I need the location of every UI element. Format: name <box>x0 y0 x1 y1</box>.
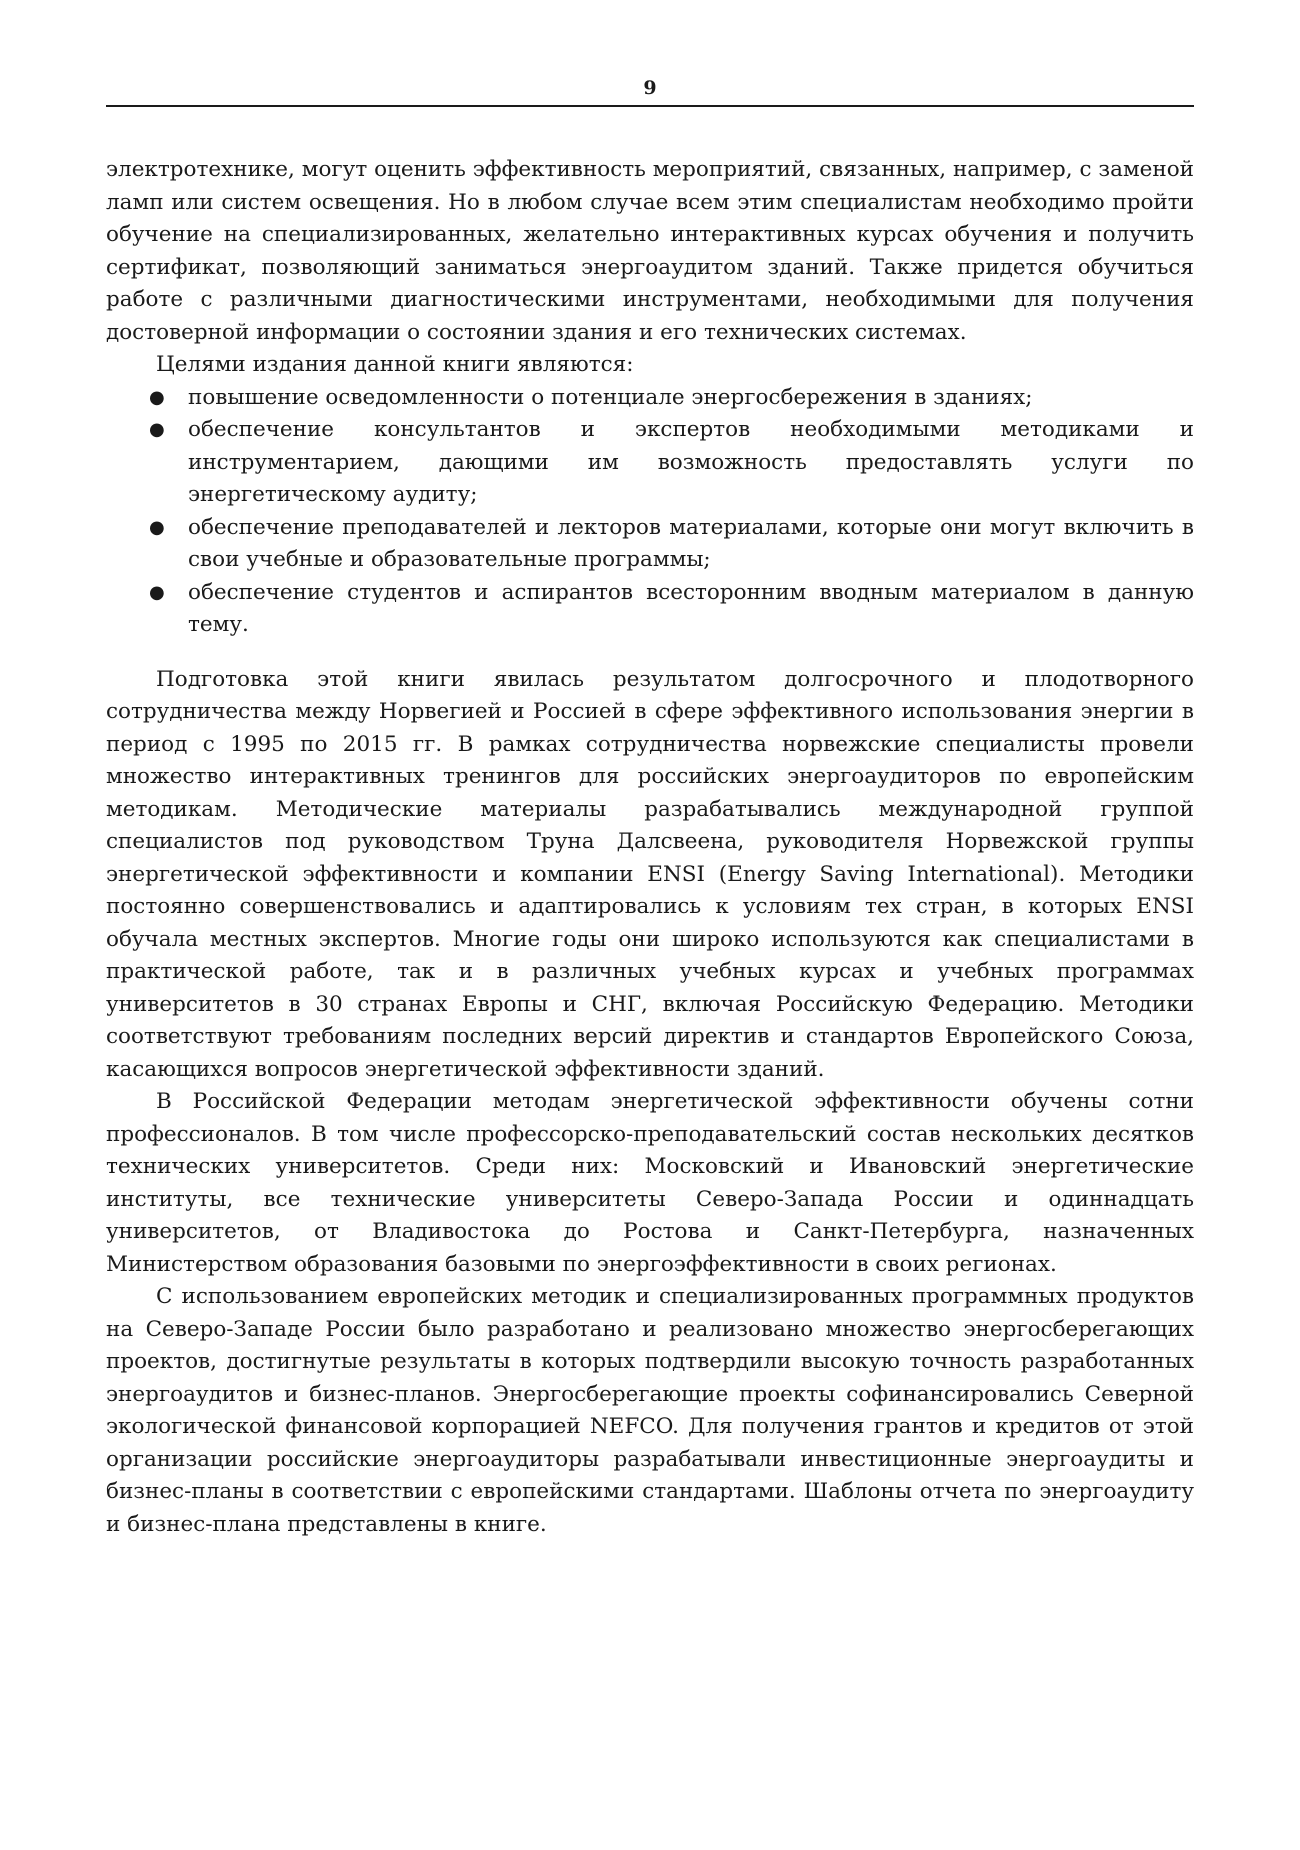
list-item <box>106 512 1194 577</box>
list-item-text: обеспечение студентов и аспирантов всесторонним вводным материалом в данную тему. <box>188 579 1194 637</box>
list-item <box>106 414 1194 512</box>
list-item-text: повышение осведомленности о потенциале энергосбережения в зданиях; <box>188 384 1033 410</box>
body-text <box>106 154 1194 1541</box>
bullet-icon: ● <box>149 581 165 603</box>
list-item-text: обеспечение преподавателей и лекторов материалами, которые они могут включить в свои учебные и образовательные программы; <box>188 514 1194 572</box>
list-item <box>106 577 1194 642</box>
paragraph-projects: С использованием европейских методик и специализированных программных продуктов на Северо-Западе России было разработано и реализовано множество энергосберегающих проектов, достигнутые результаты в которых подтвердили высокую точность разработанных энергоаудитов и бизнес-планов. Энергосберегающие проекты софинансировались Северной экологической финансовой корпорацией NEFCO. Для получения грантов и кредитов от этой организации российские энергоаудиторы разрабатывали инвестиционные энергоаудиты и бизнес-планы в соответствии с европейскими стандартами. Шаблоны отчета по энергоаудиту и бизнес-плана представлены в книге. <box>106 1284 1194 1537</box>
paragraph-intro-continued: электротехнике, могут оценить эффективность мероприятий, связанных, например, с заменой ламп или систем освещения. Но в любом случае всем этим специалистам необходимо пройти обучение на специализированных, желательно интерактивных курсах обучения и получить сертификат, позволяющий заниматься энергоаудитом зданий. Также придется обучиться работе с различными диагностическими инструментами, необходимыми для получения достоверной информации о состоянии здания и его технических системах. <box>106 157 1194 345</box>
section-spacer <box>106 642 1194 664</box>
list-item-text: обеспечение консультантов и экспертов необходимыми методиками и инструментарием, дающими им возможность предоставлять услуги по энергетическому аудиту; <box>188 417 1194 507</box>
header-rule <box>106 105 1194 107</box>
bullet-icon: ● <box>149 516 165 538</box>
page-number: 9 <box>643 77 657 99</box>
bullet-icon: ● <box>149 419 165 440</box>
paragraph-cooperation: Подготовка этой книги явилась результатом долгосрочного и плодотворного сотрудничества между Норвегией и Россией в сфере эффективного использования энергии в период с 1995 по 2015 гг. В рамках сотрудничества норвежские специалисты провели множество интерактивных тренингов для российских энергоаудиторов по европейским методикам. Методические материалы разрабатывались международной группой специалистов под руководством Труна Далсвеена, руководителя Норвежской группы энергетической эффективности и компании ENSI (Energy Saving International). Методики постоянно совершенствовались и адаптировались к условиям тех стран, в которых ENSI обучала местных экспертов. Многие годы они широко используются как специалистами в практической работе, так и в различных учебных курсах и учебных программах университетов в 30 странах Европы и СНГ, включая Российскую Федерацию. Методики соответствуют требованиям последних версий директив и стандартов Европейского Союза, касающихся вопросов энергетической эффективности зданий. <box>106 666 1194 1082</box>
list-item <box>106 382 1194 415</box>
bullet-icon: ● <box>149 386 165 408</box>
paragraph-russia: В Российской Федерации методам энергетической эффективности обучены сотни профессионалов. В том числе профессорско-преподавательский состав нескольких десятков технических университетов. Среди них: Московский и Ивановский энергетические институты, все технические университеты Северо-Запада России и одиннадцать университетов, от Владивостока до Ростова и Санкт-Петербурга, назначенных Министерством образования базовыми по энергоэффективности в своих регионах. <box>106 1089 1194 1277</box>
aims-intro: Целями издания данной книги являются: <box>156 352 634 377</box>
aims-list <box>106 382 1194 642</box>
